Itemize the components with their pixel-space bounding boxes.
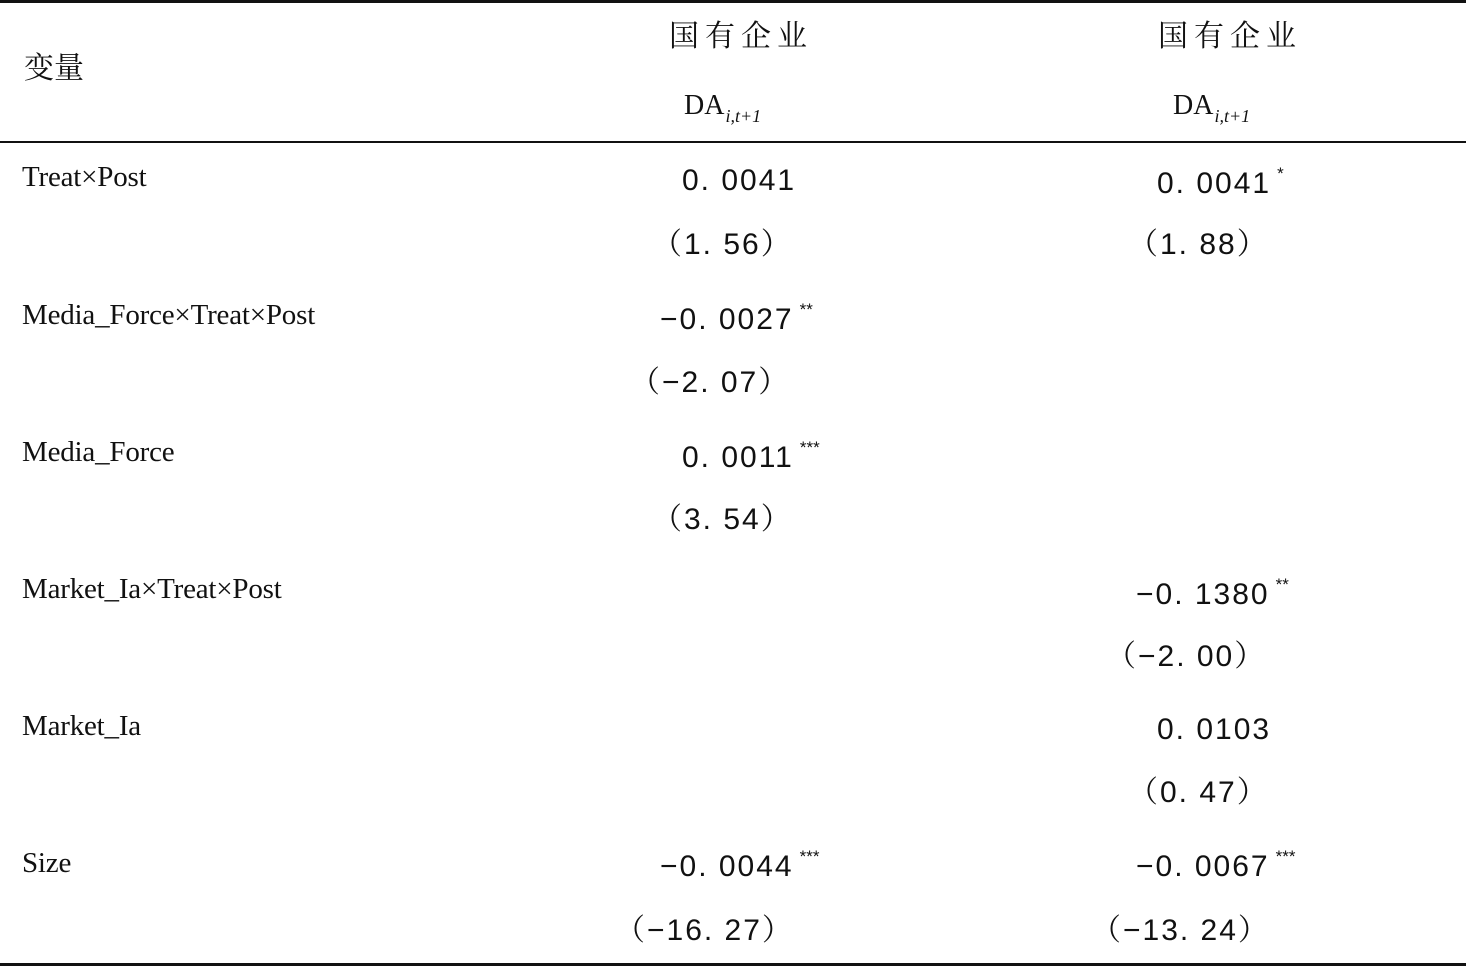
col1-group-header: 国有企业 [669, 19, 813, 54]
row-size-col1-coef: −0. 0044 *** [660, 847, 820, 883]
row-size-col2-coef: −0. 0067 *** [1136, 847, 1296, 883]
row-market-ia-treat-post-col2-coef: −0. 1380 ** [1136, 575, 1289, 611]
row-treat-post-col2-coef: 0. 0041 * [1157, 164, 1284, 200]
row-label-treat-post: Treat×Post [22, 161, 147, 193]
col2-dep-subscript: i,t+1 [1214, 106, 1251, 126]
row-media-force-col1-coef: 0. 0011 *** [682, 438, 820, 474]
col2-group-header: 国有企业 [1158, 19, 1302, 54]
variable-column-header: 变量 [24, 51, 84, 86]
row-treat-post-col1-coef: 0. 0041 [682, 164, 797, 197]
row-label-market-ia-treat-post: Market_Ia×Treat×Post [22, 573, 282, 605]
row-treat-post-col1-tstat: （1. 56） [652, 228, 793, 261]
row-label-size: Size [22, 847, 72, 879]
col1-dependent-variable [684, 92, 761, 125]
row-treat-post-col2-tstat: （1. 88） [1128, 228, 1269, 261]
row-label-media-force: Media_Force [22, 436, 175, 468]
col1-dep-subscript: i,t+1 [725, 106, 762, 126]
row-market-ia-col2-tstat: （0. 47） [1128, 776, 1269, 809]
col2-dependent-variable [1173, 92, 1250, 125]
row-media-force-col1-tstat: （3. 54） [652, 503, 793, 536]
row-market-ia-treat-post-col2-tstat: （−2. 00） [1106, 640, 1267, 673]
table-top-rule [0, 0, 1466, 3]
row-label-media-force-treat-post: Media_Force×Treat×Post [22, 299, 316, 331]
row-market-ia-col2-coef: 0. 0103 [1157, 713, 1272, 746]
row-size-col1-tstat: （−16. 27） [615, 914, 794, 947]
row-media-force-treat-post-col1-tstat: （−2. 07） [630, 366, 791, 399]
row-label-market-ia: Market_Ia [22, 710, 141, 742]
col1-dep-label: DA [684, 90, 725, 121]
col2-dep-label: DA [1173, 90, 1214, 121]
row-size-col2-tstat: （−13. 24） [1091, 914, 1270, 947]
table-header-rule [0, 141, 1466, 143]
row-media-force-treat-post-col1-coef: −0. 0027 ** [660, 300, 813, 336]
table-bottom-rule [0, 963, 1466, 966]
